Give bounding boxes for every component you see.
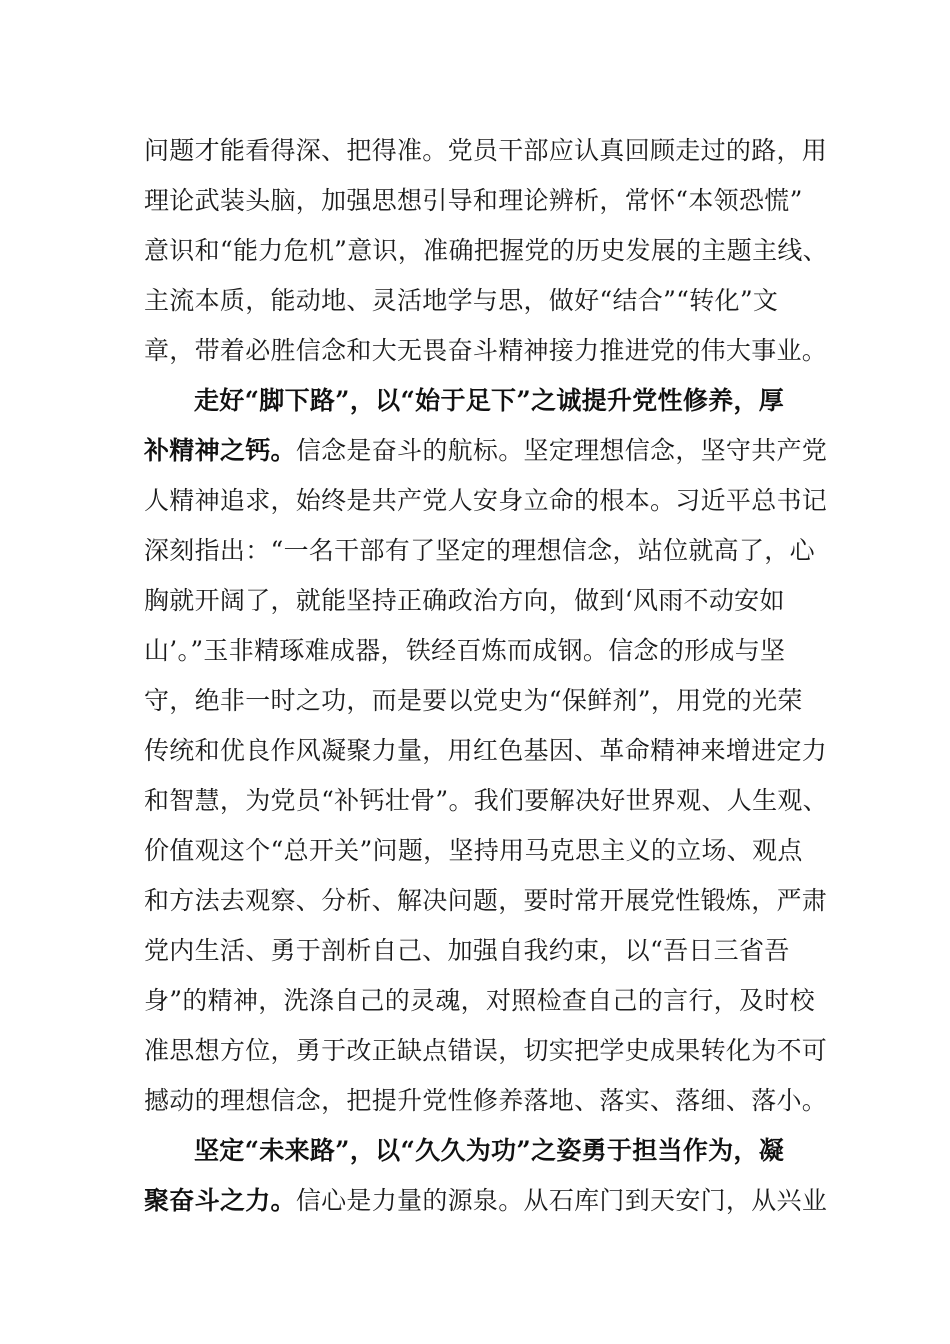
body-text-span: 信念是奋斗的航标。坚定理想信念，坚守共产党 [295,436,828,465]
body-text-line: 党内生活、勇于剖析自己、加强自我约束，以“吾日三省吾 [144,936,790,965]
body-text-line: 价值观这个“总开关”问题，坚持用马克思主义的立场、观点 [144,836,803,865]
section-heading: 走好“脚下路”，以“始于足下”之诚提升党性修养，厚 [194,386,785,415]
body-text-line: 章，带着必胜信念和大无畏奋斗精神接力推进党的伟大事业。 [144,336,828,365]
body-text-line: 深刻指出：“一名干部有了坚定的理想信念，站位就高了，心 [144,536,815,565]
body-text-line: 撼动的理想信念，把提升党性修养落地、落实、落细、落小。 [144,1086,828,1115]
body-text-line [144,1181,827,1221]
body-text-line: 人精神追求，始终是共产党人安身立命的根本。习近平总书记 [144,486,828,515]
body-text-line: 胸就开阔了，就能坚持正确政治方向，做到‘风雨不动安如 [144,586,785,615]
body-text-line: 山’。”玉非精琢难成器，铁经百炼而成钢。信念的形成与坚 [144,636,786,665]
body-text-line: 意识和“能力危机”意识，准确把握党的历史发展的主题主线、 [144,236,828,265]
body-text-line: 传统和优良作风凝聚力量，用红色基因、革命精神来增进定力 [144,736,828,765]
body-text-span: 信心是力量的源泉。从石库门到天安门，从兴业 [295,1186,828,1215]
body-text-line: 准思想方位，勇于改正缺点错误，切实把学史成果转化为不可 [144,1036,828,1065]
body-text-line: 和智慧，为党员“补钙壮骨”。我们要解决好世界观、人生观、 [144,786,828,815]
body-text-line: 理论武装头脑，加强思想引导和理论辨析，常怀“本领恐慌” [144,186,803,215]
body-text-line: 身”的精神，洗涤自己的灵魂，对照检查自己的言行，及时校 [144,986,815,1015]
body-text-line: 问题才能看得深、把得准。党员干部应认真回顾走过的路，用 [144,136,828,165]
body-text-line [144,431,827,471]
section-heading-end: 补精神之钙。 [144,436,296,465]
section-heading: 坚定“未来路”，以“久久为功”之姿勇于担当作为，凝 [194,1136,785,1165]
body-text-line: 主流本质，能动地、灵活地学与思，做好“结合”“转化”文 [144,286,779,315]
section-heading-end: 聚奋斗之力。 [144,1186,296,1215]
body-text-line: 和方法去观察、分析、解决问题，要时常开展党性锻炼，严肃 [144,886,828,915]
body-text-line: 守，绝非一时之功，而是要以党史为“保鲜剂”，用党的光荣 [144,686,803,715]
